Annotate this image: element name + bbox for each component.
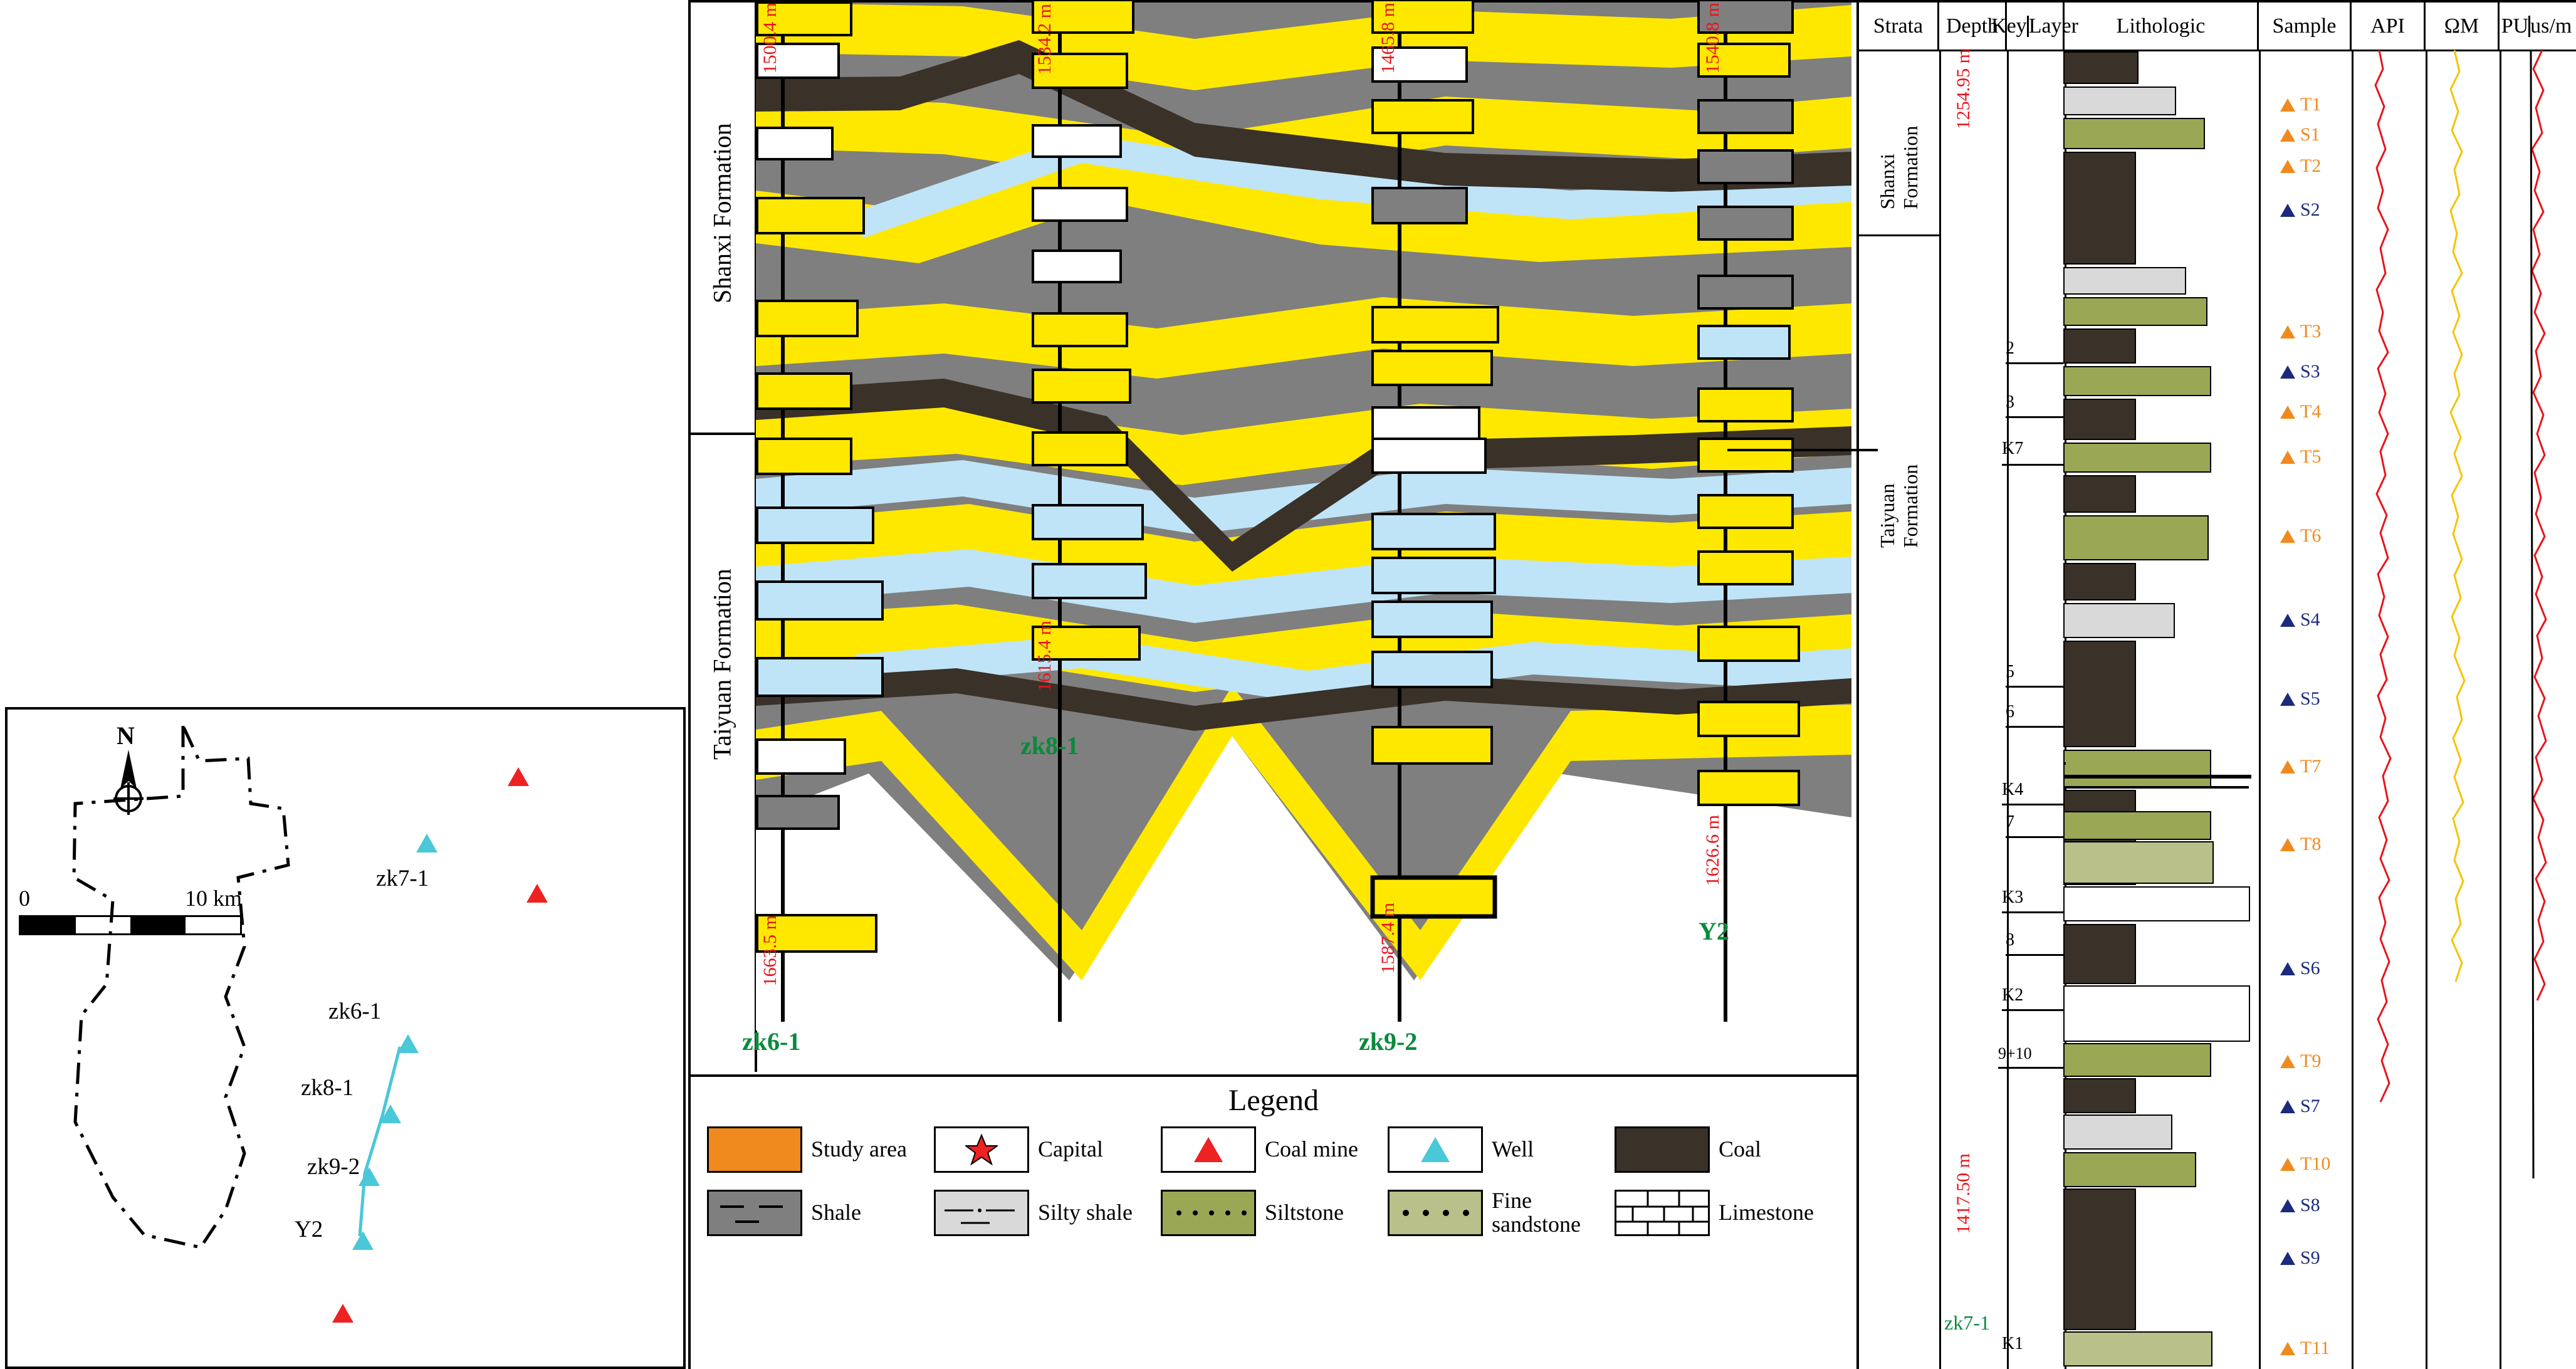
sample-label: T10 — [2300, 1153, 2331, 1174]
key-layer-label: 8 — [2006, 930, 2014, 950]
legend-item-siltstone — [1161, 1190, 1381, 1236]
key-layer-label: K7 — [2002, 439, 2024, 458]
limestone-swatch-icon — [1615, 1190, 1710, 1236]
key-layer-label: 6 — [2006, 702, 2014, 721]
capital-swatch — [934, 1126, 1029, 1173]
map-marker-coal-mine — [526, 884, 548, 903]
key-layer-label: K2 — [2002, 985, 2024, 1005]
limestone-pattern — [1616, 1192, 1709, 1235]
legend-item-coal-mine — [1161, 1126, 1381, 1173]
map-well-label-y2: Y2 — [295, 1217, 323, 1242]
log-strata-taiyuan: Taiyuan Formation — [1876, 464, 1922, 548]
section-well-name-zk6-1: zk6-1 — [742, 1027, 801, 1056]
siltstone-pattern — [1163, 1192, 1255, 1235]
key-layer-label: 9+10 — [1998, 1044, 2032, 1062]
sample-label: T6 — [2300, 525, 2322, 546]
legend-item-coal — [1615, 1126, 1835, 1173]
legend-item-fine-sandstone — [1388, 1189, 1608, 1237]
sample-label: S5 — [2300, 688, 2320, 709]
coal-swatch-icon — [1615, 1126, 1710, 1173]
sample-label: T3 — [2300, 321, 2322, 342]
log-col-header-om: ΩM — [2426, 3, 2500, 50]
legend-item-silty-shale — [934, 1190, 1154, 1236]
coal-mine-swatch — [1161, 1126, 1256, 1173]
shale-swatch-icon — [707, 1190, 802, 1236]
well-connection-line — [351, 1041, 439, 1247]
key-layer-label: 3 — [2006, 392, 2014, 412]
legend-label: Fine sandstone — [1492, 1188, 1581, 1237]
depth-label-zk6-1-bottom: 1663.5 m — [760, 915, 780, 987]
log-col-header-strata: Strata — [1859, 3, 1939, 50]
legend-label: Limestone — [1719, 1199, 1814, 1225]
map-well-label-zk8-1: zk8-1 — [301, 1075, 354, 1101]
log-col-header-sample: Sample — [2259, 3, 2352, 50]
scale-min-label: 0 — [19, 886, 30, 911]
log-col-header-key-layer — [1991, 3, 2078, 50]
key-layer-label: 5 — [2006, 662, 2014, 681]
legend-grid — [691, 1126, 1856, 1237]
depth-label-zk8-1-top: 1534.2 m — [1034, 4, 1055, 75]
sample-label: S7 — [2300, 1096, 2320, 1116]
sample-label: S9 — [2300, 1247, 2320, 1268]
fine-sandstone-swatch-icon — [1388, 1190, 1483, 1236]
depth-label-zk6-1-top: 1500.4 m — [760, 3, 780, 74]
pu-line1: PU — [2501, 16, 2530, 37]
legend-label: Coal — [1719, 1136, 1761, 1162]
log-col-header-pu — [2500, 3, 2573, 50]
section-well-name-y2: Y2 — [1699, 917, 1729, 945]
log-depth-top: 1254.95 m — [1953, 49, 1974, 130]
north-label: N — [117, 721, 135, 750]
depth-label-y2-bottom: 1626.6 m — [1702, 815, 1723, 886]
legend-row — [707, 1126, 1840, 1173]
fine-sandstone-pattern — [1390, 1192, 1482, 1235]
section-well-name-zk8-1: zk8-1 — [1020, 732, 1079, 760]
pu-line2: us/m — [2530, 14, 2572, 38]
triangle-icon — [1421, 1137, 1450, 1162]
key-layer-label: K4 — [2002, 780, 2024, 799]
triangle-icon — [1194, 1137, 1223, 1162]
sample-label: T9 — [2300, 1051, 2322, 1071]
legend-item-well — [1388, 1126, 1608, 1173]
legend-item-capital — [934, 1126, 1154, 1173]
key-layer-label: 7 — [2006, 812, 2014, 832]
sample-label: T2 — [2300, 155, 2322, 176]
log-strata-shanxi: Shanxi Formation — [1876, 125, 1922, 209]
key-layer-label: 2 — [2006, 338, 2014, 358]
sample-label: T8 — [2300, 834, 2322, 854]
sample-label: S6 — [2300, 958, 2320, 978]
depth-label-zk9-2-top: 1465.8 m — [1378, 3, 1398, 74]
sample-label: T5 — [2300, 446, 2322, 467]
log-well-name: zk7-1 — [1944, 1311, 1990, 1334]
log-header-row — [1859, 3, 2576, 51]
sample-label: T4 — [2300, 401, 2322, 422]
legend-row — [707, 1189, 1840, 1237]
correlation-tie-line — [1727, 449, 1878, 451]
key-layer-line2: Layer — [2028, 14, 2078, 38]
depth-label-zk9-2-bottom: 1587.4 m — [1378, 903, 1398, 974]
key-layer-label: K3 — [2002, 888, 2024, 907]
legend-label: Shale — [811, 1199, 861, 1225]
legend-label: Capital — [1038, 1136, 1103, 1162]
log-depth-bottom: 1417.50 m — [1953, 1153, 1974, 1234]
shale-pattern — [709, 1192, 802, 1235]
well-lithology-blocks — [721, 0, 1824, 1041]
silty-shale-pattern — [936, 1192, 1029, 1235]
legend-label: Study area — [811, 1136, 907, 1162]
log-col-header-lithologic: Lithologic — [2065, 3, 2259, 50]
sample-label: T1 — [2300, 94, 2322, 115]
county-boundary — [38, 721, 664, 1354]
well-swatch — [1388, 1126, 1483, 1173]
formation-label-shanxi: Shanxi Formation — [708, 123, 736, 303]
sample-label: S2 — [2300, 199, 2320, 220]
star-icon — [965, 1133, 998, 1166]
map-marker-coal-mine — [332, 1304, 353, 1323]
study-area-swatch-icon — [707, 1126, 802, 1173]
map-well-label-zk9-2: zk9-2 — [307, 1154, 360, 1180]
legend-item-limestone — [1615, 1190, 1835, 1236]
sample-label: S1 — [2300, 124, 2320, 145]
key-layer-line1: Key — [1991, 16, 2029, 37]
log-col-header-api: API — [2352, 3, 2426, 50]
legend-item-shale — [707, 1190, 928, 1236]
map-well-label-zk7-1: zk7-1 — [376, 866, 429, 891]
sample-label: S3 — [2300, 361, 2320, 382]
scale-max-label: 10 km — [184, 886, 242, 911]
sample-label: T11 — [2300, 1338, 2330, 1358]
sample-label: S4 — [2300, 609, 2320, 630]
map-well-label-zk6-1: zk6-1 — [328, 999, 382, 1024]
formation-label-taiyuan: Taiyuan Formation — [708, 569, 736, 760]
key-layer-label: K1 — [2002, 1334, 2024, 1353]
sample-label: S8 — [2300, 1195, 2320, 1215]
sample-label: T7 — [2300, 756, 2322, 777]
silty-shale-swatch-icon — [934, 1190, 1029, 1236]
legend-label: Well — [1492, 1136, 1534, 1162]
map-marker-well-zk7-1 — [416, 834, 437, 852]
section-well-name-zk9-2: zk9-2 — [1359, 1027, 1418, 1056]
depth-label-y2-top: 1540.8 m — [1702, 3, 1723, 74]
log-col-header-depth: Depth — [1939, 3, 2007, 50]
legend-label: Siltstone — [1265, 1199, 1344, 1225]
log-curves — [1859, 50, 2575, 1364]
map-marker-coal-mine — [508, 767, 529, 786]
legend-label: Coal mine — [1265, 1136, 1358, 1162]
legend-title: Legend — [1228, 1084, 1319, 1117]
legend-label: Silty shale — [1038, 1199, 1133, 1225]
siltstone-swatch-icon — [1161, 1190, 1256, 1236]
legend-item-study-area — [707, 1126, 928, 1173]
depth-label-zk8-1-bottom: 1615.4 m — [1034, 621, 1055, 692]
legend-panel — [688, 1074, 1859, 1369]
